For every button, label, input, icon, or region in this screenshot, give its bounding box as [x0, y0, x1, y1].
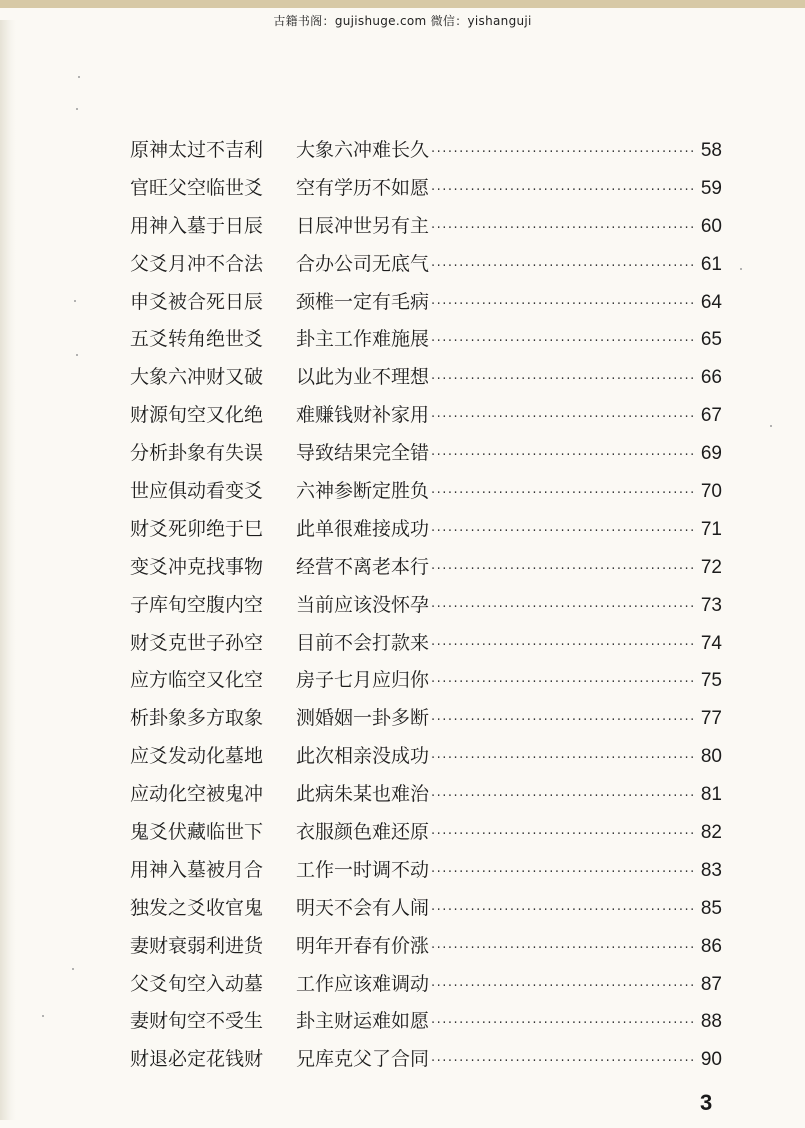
toc-title-right: 导致结果完全错	[296, 442, 430, 465]
toc-title-right: 兄库克父了合同	[296, 1048, 430, 1071]
toc-title-right: 卦主财运难如愿	[296, 1010, 430, 1033]
toc-page-number: 61	[700, 253, 722, 275]
toc-title-left: 财退必定花钱财	[130, 1048, 264, 1071]
toc-title-right: 合办公司无底气	[296, 252, 430, 275]
dot-leader	[431, 286, 694, 324]
toc-page-number: 65	[700, 329, 722, 351]
toc-page-number: 83	[700, 859, 722, 881]
toc-title-left: 妻财旬空不受生	[130, 1010, 264, 1033]
toc-title-right: 测婚姻一卦多断	[296, 707, 430, 730]
toc-entry	[130, 321, 722, 359]
page-number: 3	[700, 1090, 713, 1115]
toc-entry	[130, 208, 722, 246]
scan-speck	[76, 108, 78, 110]
dot-leader	[431, 323, 694, 361]
toc-page-number: 82	[700, 822, 722, 844]
toc-title-right: 此次相亲没成功	[296, 745, 430, 768]
toc-entry	[130, 511, 722, 549]
toc-title-left: 分析卦象有失误	[130, 442, 264, 465]
toc-title-left: 应动化空被鬼冲	[130, 783, 264, 806]
toc-title-left: 财源旬空又化绝	[130, 404, 264, 427]
toc-title-right: 经营不离老本行	[296, 555, 430, 578]
toc-entry	[130, 359, 722, 397]
toc-title-right: 明天不会有人闹	[296, 896, 430, 919]
toc-title-left: 父爻月冲不合法	[130, 252, 264, 275]
toc-title-right: 难赚钱财补家用	[296, 404, 430, 427]
toc-entry	[130, 1003, 722, 1041]
dot-leader	[431, 627, 694, 665]
toc-title-left: 大象六冲财又破	[130, 366, 264, 389]
watermark: 古籍书阁：gujishuge.com 微信：yishanguji	[273, 14, 532, 28]
toc-title-right: 卦主工作难施展	[296, 328, 430, 351]
toc-page-number: 64	[700, 291, 722, 313]
toc-entry	[130, 776, 722, 814]
toc-entry	[130, 852, 722, 890]
toc-title-right: 工作一时调不动	[296, 858, 430, 881]
toc-title-right: 房子七月应归你	[296, 669, 430, 692]
dot-leader	[431, 740, 694, 778]
toc-title-left: 用神入墓于日辰	[130, 214, 264, 237]
toc-entry	[130, 814, 722, 852]
toc-title-left: 财爻死卯绝于巳	[130, 517, 264, 540]
toc-title-left: 鬼爻伏藏临世下	[130, 821, 264, 844]
toc-title-left: 用神入墓被月合	[130, 858, 264, 881]
toc-page-number: 81	[700, 784, 722, 806]
dot-leader	[431, 930, 694, 968]
dot-leader	[431, 816, 694, 854]
toc-page-number: 72	[700, 556, 722, 578]
toc-page-number: 85	[700, 897, 722, 919]
toc-title-right: 此病朱某也难治	[296, 783, 430, 806]
dot-leader	[431, 134, 694, 172]
dot-leader	[431, 968, 694, 1006]
toc-page-number: 74	[700, 632, 722, 654]
toc-title-left: 应爻发动化墓地	[130, 745, 264, 768]
toc-entry	[130, 435, 722, 473]
toc-page-number: 77	[700, 708, 722, 730]
toc-title-right: 衣服颜色难还原	[296, 821, 430, 844]
toc-entry	[130, 662, 722, 700]
dot-leader	[431, 551, 694, 589]
table-of-contents	[130, 132, 722, 1079]
toc-title-right: 六神参断定胜负	[296, 480, 430, 503]
toc-page-number: 71	[700, 518, 722, 540]
toc-title-right: 大象六冲难长久	[296, 139, 430, 161]
dot-leader	[431, 778, 694, 816]
toc-title-left: 变爻冲克找事物	[130, 555, 264, 578]
dot-leader	[431, 1043, 694, 1081]
scan-speck	[72, 968, 74, 970]
toc-title-left: 官旺父空临世爻	[130, 176, 264, 199]
scan-speck	[770, 425, 772, 427]
dot-leader	[431, 172, 694, 210]
dot-leader	[431, 892, 694, 930]
toc-title-left: 妻财衰弱利进货	[130, 934, 264, 957]
toc-page-number: 80	[700, 746, 722, 768]
toc-page-number: 60	[700, 215, 722, 237]
toc-entry	[130, 473, 722, 511]
toc-title-right: 此单很难接成功	[296, 517, 430, 540]
toc-entry	[130, 397, 722, 435]
dot-leader	[431, 1005, 694, 1043]
dot-leader	[431, 513, 694, 551]
toc-title-left: 五爻转角绝世爻	[130, 328, 264, 351]
toc-title-right: 当前应该没怀孕	[296, 593, 430, 616]
toc-entry	[130, 587, 722, 625]
toc-title-left: 父爻旬空入动墓	[130, 972, 264, 995]
top-border	[0, 0, 805, 8]
scan-speck	[78, 76, 80, 78]
scan-speck	[76, 354, 78, 356]
toc-entry	[130, 966, 722, 1004]
toc-title-right: 日辰冲世另有主	[296, 214, 430, 237]
toc-page-number: 66	[700, 367, 722, 389]
scan-speck	[74, 300, 76, 302]
dot-leader	[431, 361, 694, 399]
toc-page-number: 86	[700, 935, 722, 957]
toc-page-number: 88	[700, 1011, 722, 1033]
scan-speck	[740, 268, 742, 270]
toc-title-right: 空有学历不如愿	[296, 176, 430, 199]
dot-leader	[431, 702, 694, 740]
dot-leader	[431, 589, 694, 627]
toc-title-left: 世应俱动看变爻	[130, 480, 264, 503]
toc-title-right: 颈椎一定有毛病	[296, 290, 430, 313]
toc-entry	[130, 132, 722, 170]
toc-entry	[130, 284, 722, 322]
toc-page-number: 67	[700, 405, 722, 427]
toc-page-number: 87	[700, 973, 722, 995]
toc-entry	[130, 170, 722, 208]
toc-page-number: 90	[700, 1049, 722, 1071]
toc-title-left: 原神太过不吉利	[130, 139, 264, 161]
toc-page-number: 69	[700, 443, 722, 465]
toc-page-number: 70	[700, 481, 722, 503]
dot-leader	[431, 664, 694, 702]
toc-entry	[130, 246, 722, 284]
toc-entry	[130, 738, 722, 776]
toc-title-left: 子库旬空腹内空	[130, 593, 264, 616]
toc-entry	[130, 549, 722, 587]
page-binding-edge	[0, 20, 16, 1120]
dot-leader	[431, 399, 694, 437]
toc-page-number: 73	[700, 594, 722, 616]
dot-leader	[431, 210, 694, 248]
toc-entry	[130, 625, 722, 663]
toc-entry	[130, 928, 722, 966]
toc-title-right: 以此为业不理想	[296, 366, 430, 389]
toc-entry	[130, 890, 722, 928]
dot-leader	[431, 437, 694, 475]
toc-title-right: 明年开春有价涨	[296, 934, 430, 957]
dot-leader	[431, 475, 694, 513]
toc-title-left: 财爻克世子孙空	[130, 631, 264, 654]
toc-title-left: 析卦象多方取象	[130, 707, 264, 730]
toc-title-right: 工作应该难调动	[296, 972, 430, 995]
dot-leader	[431, 854, 694, 892]
toc-page-number: 58	[700, 140, 722, 161]
toc-entry	[130, 1041, 722, 1079]
toc-title-left: 申爻被合死日辰	[130, 290, 264, 313]
toc-entry	[130, 700, 722, 738]
dot-leader	[431, 248, 694, 286]
toc-title-left: 独发之爻收官鬼	[130, 896, 264, 919]
toc-page-number: 59	[700, 177, 722, 199]
scan-speck	[42, 1015, 44, 1017]
toc-title-left: 应方临空又化空	[130, 669, 264, 692]
toc-page-number: 75	[700, 670, 722, 692]
toc-title-right: 目前不会打款来	[296, 631, 430, 654]
